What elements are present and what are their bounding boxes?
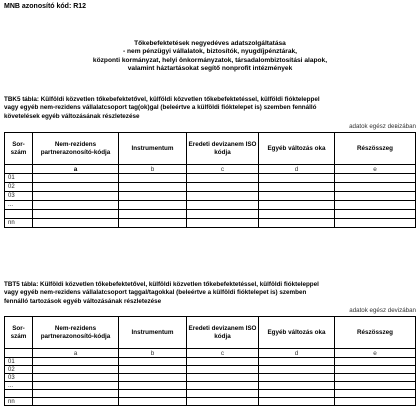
letter-cell bbox=[5, 349, 33, 358]
document-title bbox=[0, 40, 420, 73]
table-cell[interactable] bbox=[33, 192, 119, 201]
table-cell[interactable] bbox=[259, 201, 335, 210]
table-cell[interactable] bbox=[187, 382, 259, 390]
table-cell[interactable] bbox=[187, 219, 259, 228]
table-row bbox=[5, 366, 416, 374]
tbt5-table bbox=[4, 316, 416, 406]
letter-cell: a bbox=[33, 165, 119, 174]
table-row bbox=[5, 382, 416, 390]
form-code: MNB azonosító kód: R12 bbox=[4, 3, 87, 10]
letter-cell: b bbox=[119, 165, 187, 174]
table-cell[interactable] bbox=[187, 210, 259, 219]
table-cell[interactable] bbox=[187, 398, 259, 406]
table-cell[interactable] bbox=[335, 374, 416, 382]
table-cell[interactable] bbox=[335, 358, 416, 366]
caption-line: vagy egyéb nem-rezidens vállalatcsoport tag(ok)gal (beleértve a külföldi fióktelepet is) szemben fennálló bbox=[4, 104, 317, 112]
title-line: valamint háztartásokat segítő nonprofit intézmények bbox=[127, 64, 293, 72]
table-cell[interactable] bbox=[335, 382, 416, 390]
table-cell[interactable] bbox=[187, 374, 259, 382]
table-cell[interactable] bbox=[187, 174, 259, 183]
table-cell[interactable] bbox=[119, 398, 187, 406]
row-number: nn bbox=[5, 398, 33, 406]
table-cell[interactable] bbox=[119, 192, 187, 201]
tbt5-caption bbox=[4, 281, 416, 306]
table-cell[interactable] bbox=[187, 390, 259, 398]
letter-cell: c bbox=[187, 349, 259, 358]
table-cell[interactable] bbox=[119, 174, 187, 183]
caption-line: követelések egyéb változásának részletezése bbox=[4, 112, 140, 120]
col-header-change-reason: Egyéb változás oka bbox=[259, 317, 335, 349]
header-row bbox=[5, 133, 416, 165]
col-header-partner-code: Nem-rezidens partnerazonosító-kódja bbox=[33, 317, 119, 349]
letter-row bbox=[5, 165, 416, 174]
table-cell[interactable] bbox=[33, 174, 119, 183]
tbt5-unit-note: adatok egész devizában bbox=[349, 307, 416, 314]
table-cell[interactable] bbox=[259, 192, 335, 201]
table-cell[interactable] bbox=[187, 183, 259, 192]
col-header-sorszam: Sor-szám bbox=[5, 317, 33, 349]
table-cell[interactable] bbox=[33, 210, 119, 219]
title-line: központi kormányzat, helyi önkormányzatok, társadalombiztosítási alapok, bbox=[92, 56, 328, 64]
row-number: 03 bbox=[5, 192, 33, 201]
col-header-currency: Eredeti devizanem ISO kódja bbox=[187, 133, 259, 165]
table-cell[interactable] bbox=[119, 201, 187, 210]
table-cell[interactable] bbox=[119, 183, 187, 192]
table-cell[interactable] bbox=[335, 201, 416, 210]
table-cell[interactable] bbox=[335, 366, 416, 374]
row-number: 01 bbox=[5, 358, 33, 366]
table-cell[interactable] bbox=[33, 390, 119, 398]
table-cell[interactable] bbox=[33, 366, 119, 374]
col-header-partner-code: Nem-rezidens partnerazonosító-kódja bbox=[33, 133, 119, 165]
row-number: ... bbox=[5, 201, 33, 210]
table-row bbox=[5, 219, 416, 228]
table-cell[interactable] bbox=[187, 366, 259, 374]
table-cell[interactable] bbox=[119, 219, 187, 228]
table-cell[interactable] bbox=[335, 390, 416, 398]
table-cell[interactable] bbox=[259, 210, 335, 219]
row-number: 02 bbox=[5, 366, 33, 374]
row-number: 03 bbox=[5, 374, 33, 382]
table-cell[interactable] bbox=[259, 174, 335, 183]
row-number: ... bbox=[5, 382, 33, 390]
table-row bbox=[5, 192, 416, 201]
table-cell[interactable] bbox=[33, 201, 119, 210]
caption-line: TBT5 tábla: Külföldi közvetlen tőkebefektetővel, külföldi közvetlen tőkebefektetéssel, külföldi fióktelеppel bbox=[4, 281, 319, 288]
table-cell[interactable] bbox=[335, 174, 416, 183]
table-cell[interactable] bbox=[259, 390, 335, 398]
table-cell[interactable] bbox=[335, 210, 416, 219]
row-number bbox=[5, 390, 33, 398]
table-cell[interactable] bbox=[119, 366, 187, 374]
table-cell[interactable] bbox=[259, 219, 335, 228]
caption-line: TBK5 tábla: Külföldi közvetlen tőkebefektetővel, külföldi közvetlen tőkebefektetéssel, külföldi fióktelеppel bbox=[4, 96, 320, 103]
col-header-currency: Eredeti devizanem ISO kódja bbox=[187, 317, 259, 349]
row-number: 01 bbox=[5, 174, 33, 183]
table-cell[interactable] bbox=[187, 201, 259, 210]
tbk5-caption bbox=[4, 96, 416, 121]
letter-cell: d bbox=[259, 165, 335, 174]
table-cell[interactable] bbox=[33, 398, 119, 406]
table-cell[interactable] bbox=[33, 219, 119, 228]
table-cell[interactable] bbox=[335, 192, 416, 201]
letter-cell bbox=[5, 165, 33, 174]
col-header-instrument: Instrumentum bbox=[119, 317, 187, 349]
table-cell[interactable] bbox=[259, 366, 335, 374]
table-cell[interactable] bbox=[119, 382, 187, 390]
table-cell[interactable] bbox=[33, 183, 119, 192]
col-header-sorszam: Sor-szám bbox=[5, 133, 33, 165]
table-cell[interactable] bbox=[33, 374, 119, 382]
caption-line: fennálló tartozások egyéb változásának részletezése bbox=[4, 297, 162, 305]
letter-cell: a bbox=[33, 349, 119, 358]
table-cell[interactable] bbox=[33, 358, 119, 366]
table-cell[interactable] bbox=[119, 358, 187, 366]
table-cell[interactable] bbox=[119, 210, 187, 219]
table-cell[interactable] bbox=[259, 382, 335, 390]
title-line: - nem pénzügyi vállalatok, biztosítók, nyugdíjpénztárak, bbox=[122, 48, 298, 56]
table-row bbox=[5, 398, 416, 406]
letter-cell: e bbox=[335, 165, 416, 174]
col-header-instrument: Instrumentum bbox=[119, 133, 187, 165]
col-header-change-reason: Egyéb változás oka bbox=[259, 133, 335, 165]
table-cell[interactable] bbox=[259, 183, 335, 192]
letter-row bbox=[5, 349, 416, 358]
table-row bbox=[5, 183, 416, 192]
letter-cell: d bbox=[259, 349, 335, 358]
table-row bbox=[5, 374, 416, 382]
table-cell[interactable] bbox=[119, 390, 187, 398]
row-number: nn bbox=[5, 219, 33, 228]
table-cell[interactable] bbox=[259, 398, 335, 406]
table-cell[interactable] bbox=[335, 398, 416, 406]
table-cell[interactable] bbox=[187, 192, 259, 201]
letter-cell: b bbox=[119, 349, 187, 358]
table-cell[interactable] bbox=[335, 183, 416, 192]
letter-cell: c bbox=[187, 165, 259, 174]
title-line: Tőkebefektetések negyedéves adatszolgáltatása bbox=[134, 40, 286, 47]
col-header-subtotal: Részösszeg bbox=[335, 317, 416, 349]
caption-line: vagy egyéb nem-rezidens vállalatcsoport taggal/tagokkal (beleértve a külföldi fióktelepet is) szemben bbox=[4, 289, 307, 297]
table-row bbox=[5, 210, 416, 219]
table-row bbox=[5, 174, 416, 183]
table-row bbox=[5, 358, 416, 366]
col-header-subtotal: Részösszeg bbox=[335, 133, 416, 165]
table-row bbox=[5, 390, 416, 398]
letter-cell: e bbox=[335, 349, 416, 358]
table-cell[interactable] bbox=[259, 374, 335, 382]
tbk5-table bbox=[4, 132, 416, 228]
header-row bbox=[5, 317, 416, 349]
table-row bbox=[5, 201, 416, 210]
row-number bbox=[5, 210, 33, 219]
tbk5-unit-note: adatok egész dевizában bbox=[349, 123, 416, 130]
table-cell[interactable] bbox=[119, 374, 187, 382]
table-cell[interactable] bbox=[335, 219, 416, 228]
table-cell[interactable] bbox=[33, 382, 119, 390]
table-cell[interactable] bbox=[259, 358, 335, 366]
table-cell[interactable] bbox=[187, 358, 259, 366]
row-number: 02 bbox=[5, 183, 33, 192]
